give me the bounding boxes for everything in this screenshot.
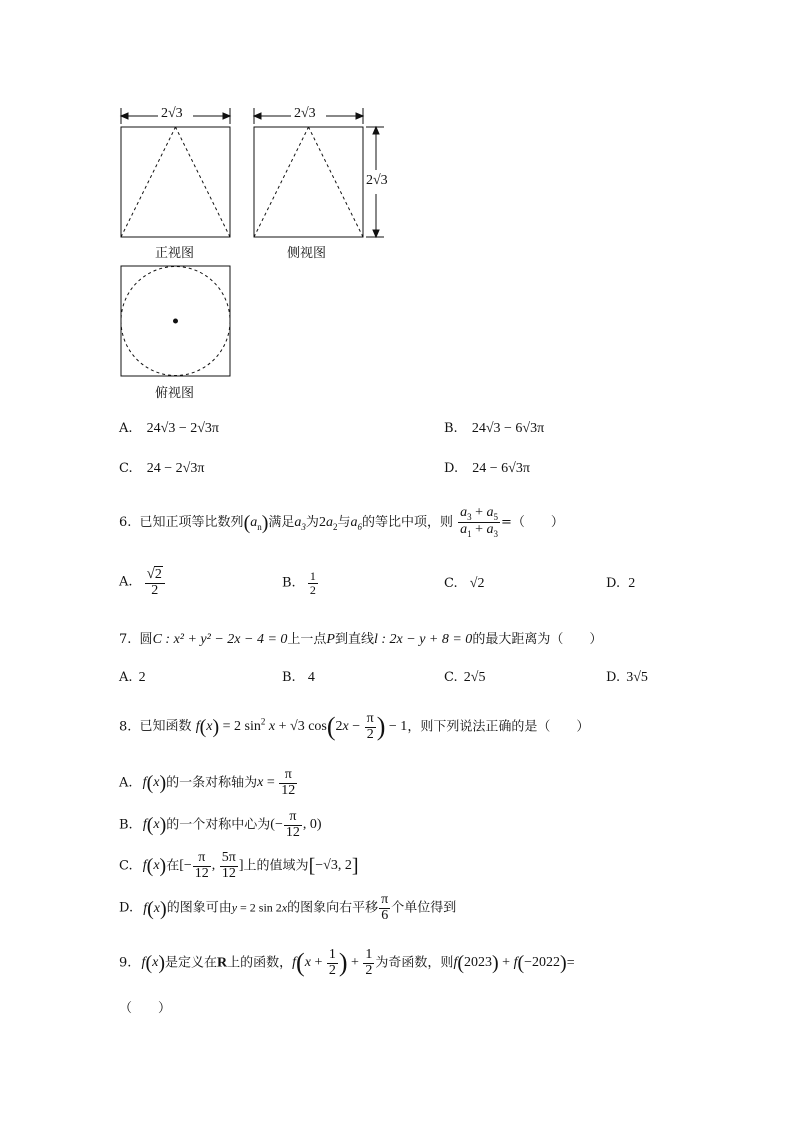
option-label: A. [119,421,133,436]
q7-option-a[interactable] [119,670,146,686]
option-text: √2 [469,576,485,591]
q8-option-c[interactable]: C. f(x)在[− $\frac{\pi}{12}$ , $\frac{5\pi}{12}$ ]上的值域为[−√3, 2] [119,850,359,881]
q7-option-b[interactable] [282,670,315,686]
option-label: C. [119,461,133,476]
q5-option-a[interactable] [119,421,219,437]
q8-option-a[interactable]: A. f(x)的一条对称轴为x = $\frac{\pi}{12}$ [119,767,296,798]
q6-stem: 6. 已知正项等比数列$(a_n)$满足$a_3$为$2a_2$与$a_6$的等比中项，则 $\frac{a_3 + a_5}{a_1 + a_3}$ =（ ） [119,505,564,540]
q8-option-d[interactable]: D. f(x)的图象可由y = 2 sin 2x的图象向右平移 $\frac{\pi}{6}$ 个单位得到 [119,892,457,923]
q7-stem: 7. 圆C : x² + y² − 2x − 4 = 0上一点P到直线l : 2x − y + 8 = 0的最大距离为（ ） [119,632,603,647]
option-text: 24√3 − 2√3π [146,421,220,436]
option-label: A. [119,775,133,791]
q6-option-a[interactable] [119,566,166,598]
circle-equation: C : x² + y² − 2x − 4 = 0 [152,632,288,647]
function-definition: f(x) = 2 $\sin^2 x + √3$ cos(2x − $\frac{\pi}{2}$ ) − 1 [195,711,408,742]
front-view-caption: 正视图 [155,246,195,261]
option-text: 2 [138,670,146,685]
option-label: C. [444,576,458,591]
option-label: D. [119,900,134,916]
option-label: B. [444,421,458,436]
q6-option-b[interactable] [282,570,319,596]
question-number: 7. [119,632,132,647]
option-label: B. [282,670,296,685]
option-text: 2 [628,576,636,591]
option-label: B. [119,817,133,833]
option-text: $\frac{√2}{2}$ [145,566,165,598]
question-number: 6. [119,515,132,531]
option-text: 24 − 6√3π [472,461,530,476]
option-label: D. [606,670,621,685]
q5-option-c[interactable] [119,461,204,477]
option-label: A. [119,574,133,590]
q6-option-d[interactable] [606,576,635,592]
side-width-label: 2√3 [294,106,316,121]
q9-stem: 9. f(x)是定义在R上的函数，f(x + $\frac{1}{2}$ ) + $\frac{1}{2}$ 为奇函数，则f(2023) + f(−2022)= [119,947,575,978]
question-number: 9. [119,955,132,971]
option-text: $\frac{1}{2}$ [309,569,316,597]
top-view-caption: 俯视图 [155,386,195,401]
q5-option-b[interactable] [444,421,544,437]
option-label: B. [282,575,296,591]
option-text: 24 − 2√3π [146,461,205,476]
q9-answer-paren: （ ） [119,1001,172,1016]
front-view-square [121,127,230,237]
option-label: A. [119,670,133,685]
q7-option-d[interactable] [606,670,648,686]
option-label: C. [444,670,458,685]
option-label: C. [119,858,133,874]
q8-stem: 8. 已知函数 f(x) = 2 $\sin^2 x + √3$ cos(2x − $\frac{\pi}{2}$ ) − 1，则下列说法正确的是（ ） [119,711,590,742]
side-height-label: 2√3 [366,173,388,188]
q8-option-b[interactable]: B. f(x)的一个对称中心为(− $\frac{\pi}{12}$ , 0) [119,809,322,840]
ratio-fraction: $\frac{a_3 + a_5}{a_1 + a_3}$ [460,505,499,540]
three-view-figure [0,0,420,410]
q7-option-c[interactable] [444,670,485,686]
q5-option-d[interactable] [444,461,530,477]
option-text: 2√5 [463,670,486,685]
option-label: D. [444,461,459,476]
option-text: 4 [307,670,315,685]
option-text: 24√3 − 6√3π [471,421,545,436]
option-text: 3√5 [626,670,648,685]
front-width-label: 2√3 [161,106,183,121]
side-view-square [254,127,363,237]
q6-option-c[interactable] [444,576,484,592]
sequence-symbol: $(a_n)$ [243,512,269,535]
option-label: D. [606,576,621,591]
line-equation: l : 2x − y + 8 = 0 [373,632,473,647]
side-view-caption: 侧视图 [287,246,327,261]
question-number: 8. [119,719,132,735]
